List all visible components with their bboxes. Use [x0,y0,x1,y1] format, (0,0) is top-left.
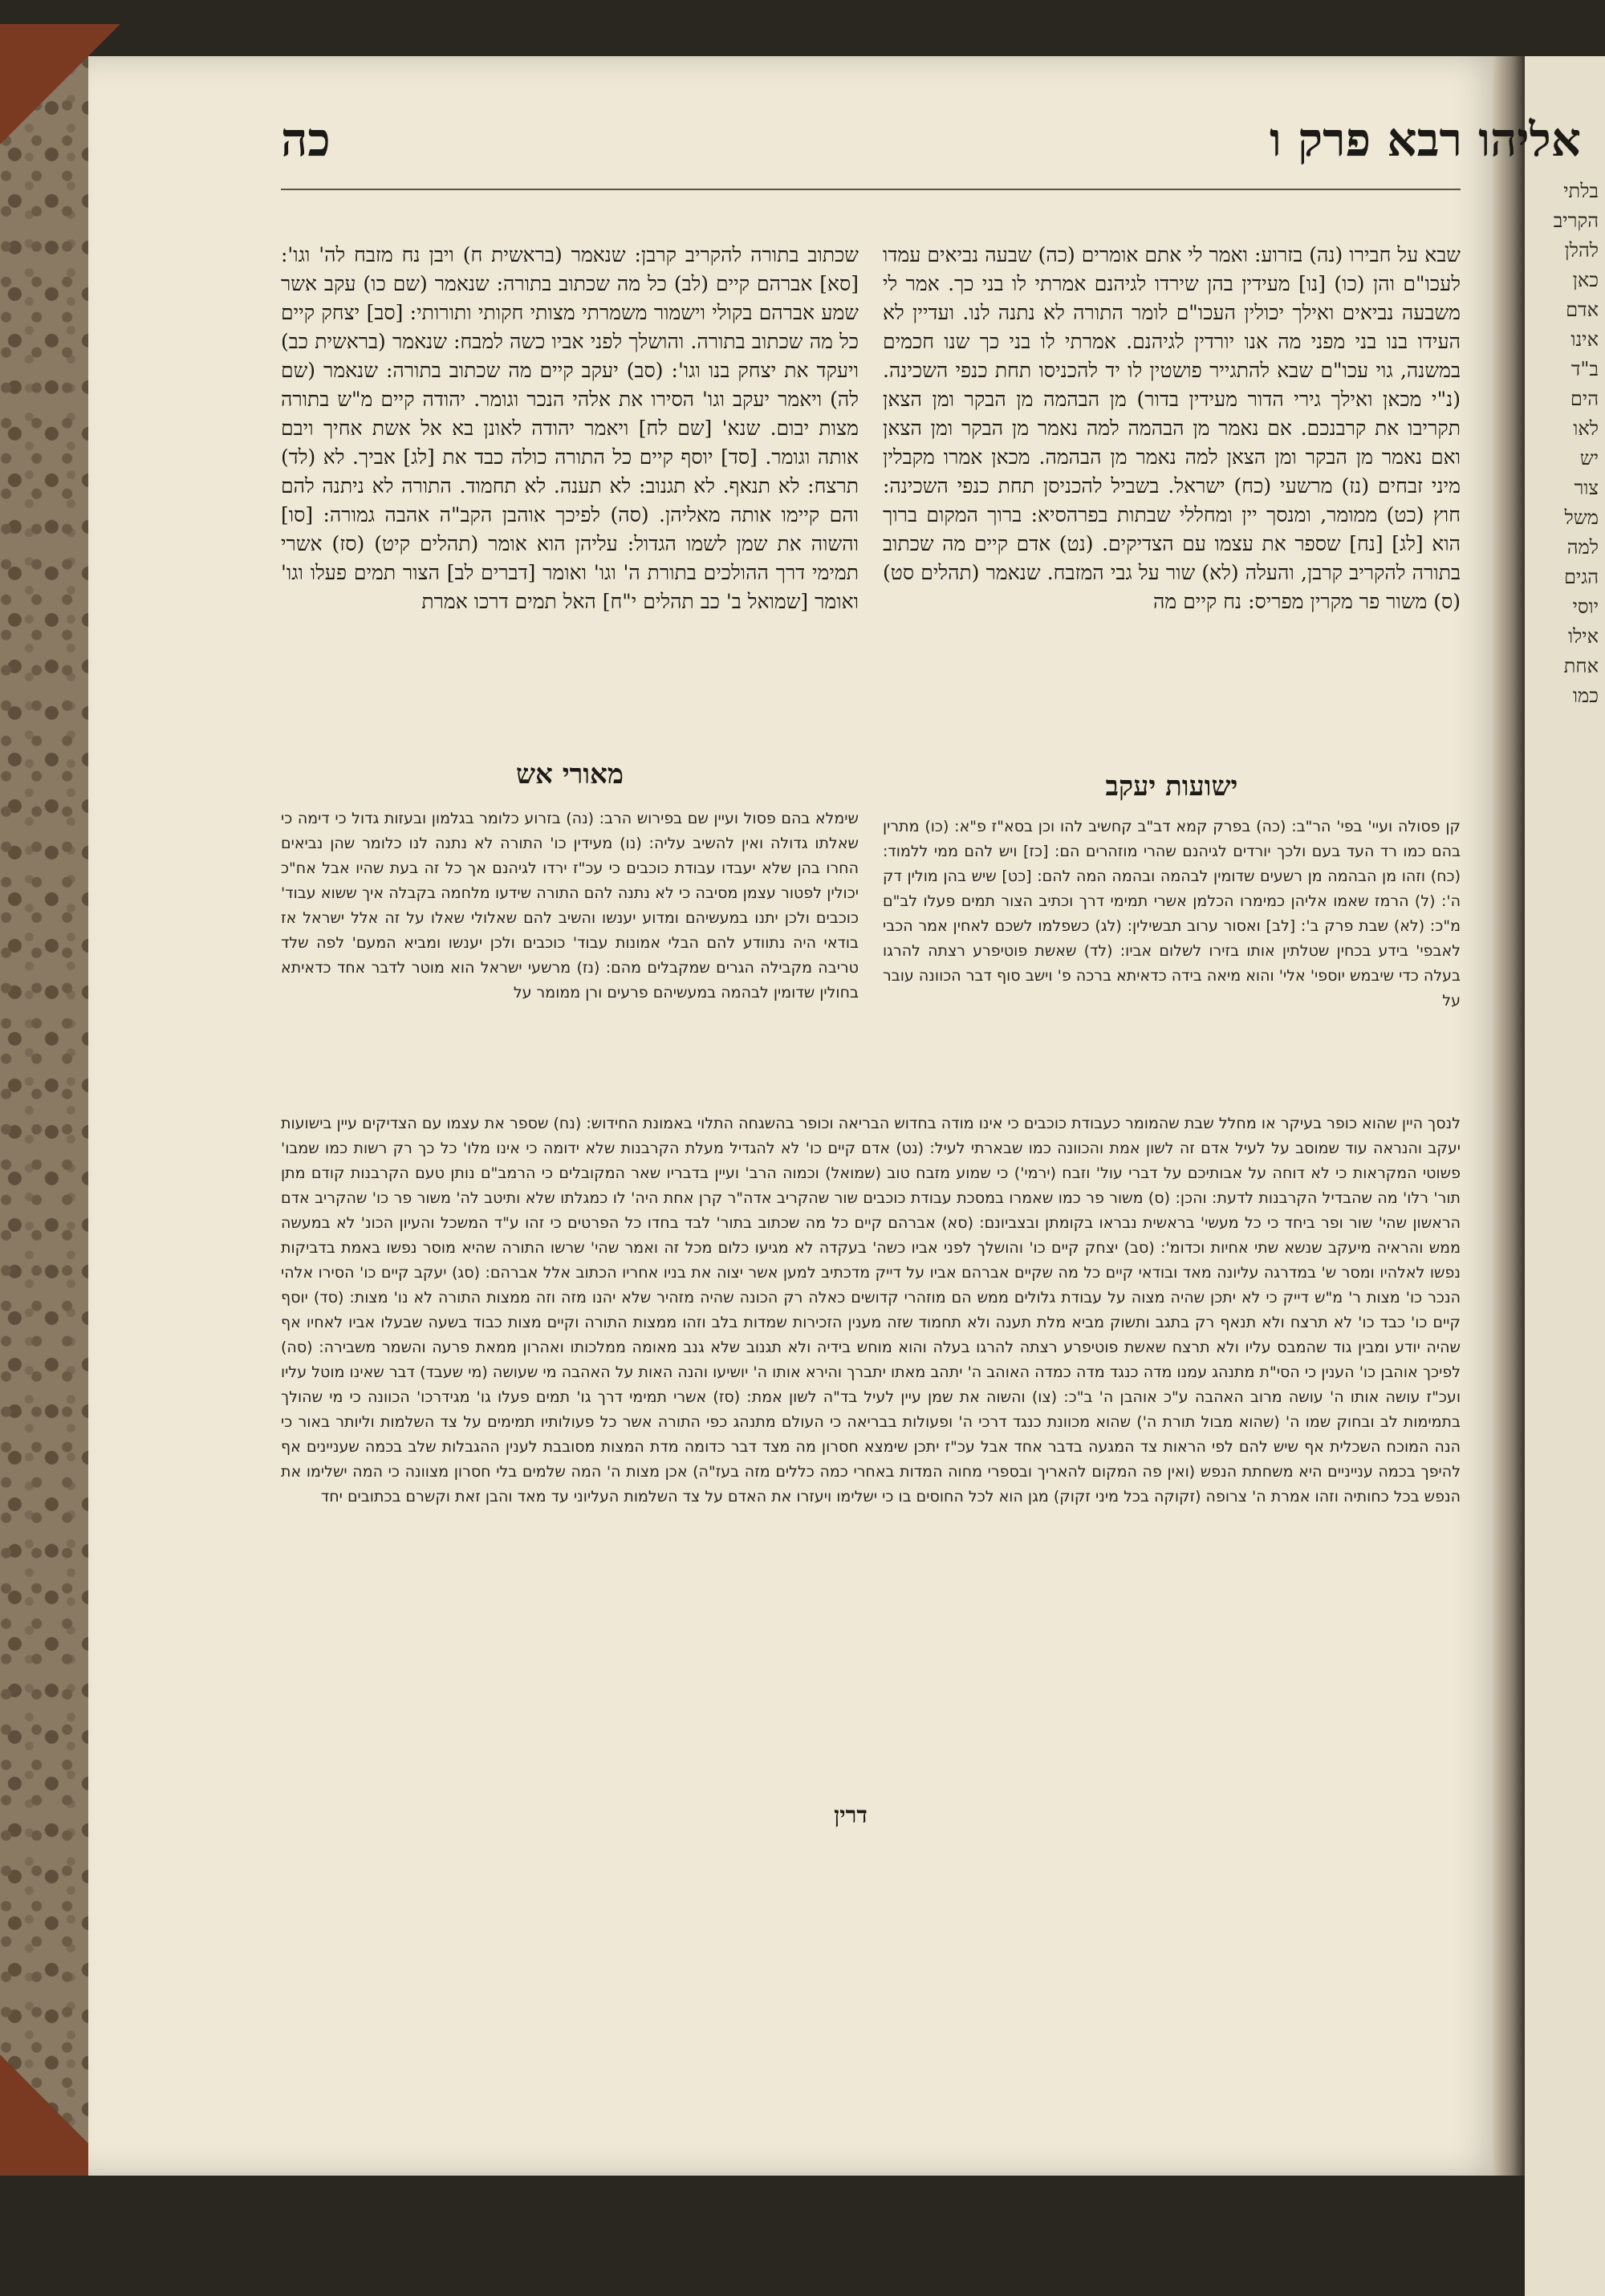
adjacent-page-word: צור [1574,477,1599,499]
adjacent-page-word: יש [1579,447,1599,469]
adjacent-page-word: הקריב [1553,209,1599,232]
commentary-paragraph: שימלא בהם פסול ועיין שם בפירוש הרב: (נה) בזרוע כלומר בגלמון ובעזות גדול כי דימה כי שאלתו גדולה ואין להשיב עליה: (נו) מעידין כו' התורה לא נתנה לנו כלומר שהן נביאים החרו בהן שלא יעבדו עבודת כוכבים כי עכ"ז ירדו לגיהנם אך כל זה בעת שהיו אבל אח"כ יכולין לפטור עצמן מסיבה כי לא נתנה להם התורה שידעו מלחמה בקבלה איך ששוא עבוד' כוכבים ולכן יתנו במעשיהם ומדוע יענשו והשיב להם שאלולי שאלו על זה אלל ישראל אז בודאי היה נתוודע להם הבלי אמונות עבוד' כוכבים ולכן יענשו ומביא המעם' לפה שלד טריבה מקבילה הגרים שמקבלים מהם: (נז) מרשעי ישראל הוא מוטר לדבר אחד כדאיתא בחולין שדומין לבהמה במעשיהם פרעים ורן ממומר על [281,810,859,1002]
adjacent-page-word: אילו [1567,625,1599,648]
main-text-right-column [883,241,1461,616]
main-text-left-column [281,241,859,616]
adjacent-page-word: אדם [1566,299,1599,321]
commentary-right [883,815,1461,1014]
adjacent-page-fragment [1525,56,1605,2296]
adjacent-page-word: אינו [1570,328,1599,351]
page-title: אליהו רבא פרק ו [1270,112,1581,167]
book-gutter [1493,56,1525,2176]
adjacent-page-word: כאן [1572,269,1599,291]
adjacent-page-word: הים [1570,388,1599,410]
main-text-paragraph: שכתוב בתורה להקריב קרבן: שנאמר (בראשית ח) ויבן נח מזבח לה' וגו': [סא] אברהם קיים (לב) כל מה שכתוב בתורה: שנאמר (שם כו) עקב אשר שמע אברהם בקולי וישמור משמרתי מצותי חקותי ותורותי: [סב] יצחק קיים כל מה שכתוב בתורה. והושלך לפני אביו כשה למבח: שנאמר (בראשית כב) ויעקד את יצחק בנו וגו': (סב) יעקב קיים מה שכתוב בתורה: שנאמר (שם לה) ויאמר יעקב וגו' הסירו את אלהי הנכר וגומר. יהודה קיים מ"ש בתורה מצות יבום. שנא' [שם לח] ויאמר יהודה לאונן בא אל אשת אחיך ויבם אותה וגומר. [סד] יוסף קיים כל התורה כולה כבד את [לג] אביך. לא (לד) תרצח: לא תנאף. לא תגנוב: לא תענה. לא תחמוד. התורה לא ניתנה להם והם קיימו אותה מאליהן. (סה) לפיכך אוהבן הקב"ה אהבה גמורה: [סו] והשוה את שמן לשמו הגדול: עליהן הוא אומר (תהלים קיט) (סז) אשרי תמימי דרך ההולכים בתורת ה' וגו' ואומר [דברים לב] הצור תמים פעלו וגו' ואומר [שמואל ב' כב תהלים י"ח] האל תמים דרכו אמרת [281,243,859,613]
adjacent-page-word: להלן [1564,239,1599,262]
commentary-title-right: ישועות יעקב [1105,770,1238,803]
commentary-left [281,807,859,1006]
adjacent-page-word: בלתי [1563,180,1599,202]
adjacent-page-word: הגים [1564,566,1599,588]
adjacent-page-word: למה [1566,536,1599,559]
running-head [233,112,1581,185]
book-cover-left-edge [0,24,88,2176]
commentary-full-width [281,1111,1461,1510]
main-text-paragraph: שבא על חבירו (נה) בזרוע: ואמר לי אתם אומרים (כה) שבעה נביאים עמדו לעכו"ם והן (כו) [נו] מעידין בהן שירדו לגיהנם אמרתי לו בני כך. אמר לי משבעה נביאים ואילך יכולין העכו"ם לומר התורה לא נתנה לנו. ועדיין לא העידו בנו בני מפני מה אנו יורדין לגיהנם. אמרתי לו בני כך שנו חכמים במשנה, גוי עכו"ם שבא להתגייר פושטין לו יד להכניסו תחת כנפי השכינה. (נ"י מכאן ואילך גירי הדור מעידין בדור) מן הבהמה מן הבקר ומן הצאן תקריבו את קרבנכם. אם נאמר מן הבהמה למה נאמר מן הבקר ומן הצאן ואם נאמר מן הבקר ומן הצאן למה נאמר מן הבהמה. מכאן אמרו מקבלין מיני זבחים (נז) מרשעי (כח) ישראל. בשביל להכניסן תחת כנפי השכינה: חוץ (כט) ממומר, ומנסך יין ומחללי שבתות בפרהסיא: ברוך המקום ברוך הוא [לג] [נח] שספר את עצמו עם הצדיקים. (נט) אדם קיים מה שכתוב בתורה להקריב קרבן, והעלה (לא) שור על גבי המזבח. שנאמר (תהלים סט) (ס) משור פר מקרין מפריס: נח קיים מה [883,243,1461,613]
page-number: כה [281,112,331,167]
adjacent-page-word: משל [1564,506,1599,529]
commentary-paragraph: קן פסולה ועיי' בפי' הר"ב: (כה) בפרק קמא דב"ב קחשיב להו וכן בסא"ז פ"א: (כו) מתרין בהם כמו רד העד בעם ולכך יורדים לגיהנם שהרי מוזהרים הם: [כז] ויש להם ממי ללמוד: (כח) וזהו מן הבהמה מן רשעים שדומין לבהמה ובהמה המה להם: [כט] שיש בהן מולין דק ה': (ל) הרמז שאמו אליהן כמימרו הכלמן אשרי תמימי דרך וכתיב הצור תמים פעלו לב"ם מ"כ: (לא) שבת פרק ב': [לב] ואסור ערוב תבשילין: (לג) כשפלמו לשכם לאחין אמר הכבי לאבפי' בידע בכחין שטלתין אותו בזירו לשלום אביו: (לד) שאשת פוטיפרע רצתה להרגו בעלה כדי שיבמש יוספי' אלי' והוא מיאה בידה כדאיתא ברכה פ' וישב סוף דבר הכוונה עובר על [883,818,1461,1010]
commentary-title-left: מאורי אש [515,758,624,790]
adjacent-page-word: כמו [1572,685,1599,707]
adjacent-page-word: יוסי [1572,595,1599,618]
adjacent-page-word: אחת [1563,655,1599,677]
commentary-paragraph: לנסך היין שהוא כופר בעיקר או מחלל שבת שהמומר כעבודת כוכבים כי אינו מודה בחדוש הבריאה וכופר בהשגחה התלוי באמונת החידוש: (נח) שספר את עצמו עם הצדיקים עיין בישועות יעקב והנראה עוד שמוסב על לעיל אדם זה לשון אמת והכוונה כמו שבארתי לעיל: (נט) אדם קיים כו' לא להגדיל מעלת הקרבנות שלא ידומה כי אינו מלו' כל כך רק רשות כמו שמבו' פשוטי המקראות כי לא דוחה על אבותיכם על דברי עול' וזבח (ירמי') כי שמוע מזבח טוב (שמואל) וכמוה הרב' ועיין בדבריו שאר המקובלים כי הרמב"ם נותן טעם הקרבנות קודם מתן תור' רלו' מה שהבדיל הקרבנות לדעת: והכן: (ס) משור פר כמו שאמרו במסכת עבודת כוכבים שור שהקריב אדה"ר קרן אחת היה' לו כמגלתו שלא ותיטב לה' משור פר כו' שהקריב אדם הראשון שהי' שור ופר ביחד כי כל מעשי' בראשית נבראו בקומתן ובצביונם: (סא) אברהם קיים כל מה שכתוב בתור' לבד בחדו כל הפרטים כי זהו ע"ד המשכל והעיון הכונ' לא במעשה ממש והראיה מיעקב שנשא שתי אחיות וכדומ': (סב) יצחק קיים כו' והושלך לפני אביו כשה' בעקדה לא מגיעו כלום מכל זה ואמר שהי' שרשו התורה שהיא מוסר נפשו באמת בדביקות נפשו לאלהיו ומסר ש' במדרגה עליונה מאד ובודאי קיים כל מה שקיים אברהם אביו על דייק מדכתיב למען אשר יצוה את בניו אחריו הכתוב אלל אברהם: (סג) יעקב קיים כו' הסירו אלהי הנכר כו' מצות ר' מ"ש דייק כי לא יתכן שהיה מצוה על עבודת גלולים ממש הם מוזהרי קדושים כאלה רק הכונה שהיה מזהיר שלא יהנו מזה וזה ממצות התורה לא נו' מצות: (סד) יוסף קיים כו' כבד כו' לא תרצח ולא תנאף רק בתגב ותשוק מביא מלת תענה ולא תחמוד שזה מענין הזכירות שמדות בלב וזהו ממצות התורה וקיים מצות כבוד בשעה שבעלו אביו לאחיו אף שהיה יודע ומבין גוד שהמבס עליו ולא תרצח שאשת פוטיפרע רצתה להרגו בעלה והוא מוחש בידיה ולא תגנוב שלא גנב מאומה ממלכותו ואהרון ממאת פרעה והשמר משבירה: (סה) לפיכך אוהבן כו' הענין כי הסי"ת מתנהג עמנו מדה כנגד מדה כמדה האוהב ה' יתהב מאתו יתברך והירא אותו ה' יושיעו והנה האות על האהבה מי שעושה (מי שעבד) דבר שאינו מוטל עליו ועכ"ז עושה אותו ה' עושה מרוב האהבה ע"כ אוהבן ה' ב"כ: (צו) והשוה את שמן עיין לעיל בד"ה לשון אמת: (סז) אשרי תמימי דרך גו' תמים פעלו גו' מגידרכו' הכוונה כי מי שהולך בתמימות לב ובחוק שמו ה' (שהוא מבול תורת ה') שהוא מכוונת כנגד דרכי ה' ופעולות בבריאה כי העולם מתנהג כפי התורה אשר כל פעולותיו תמימים על צד השלמות וליותר באור כי הנה המוכח השכלית אף שיש להם לפי הראות צד המגעה בדבר אחד אבל עכ"ז יתכן שימצא חסרון מה מצד דבר כדומה מדת המצות מסובבת לענין ההגבלות שלב בכמה שעניינים אף להיפך בכמה ענייניים היא משחתת הנפש (ואין פה המקום להאריך ובספרי מחוה המדות באחרי כמה כללים מזה בעז"ה) אכן מצות ה' המה שלמים בלי חסרון מצוונה כי המה ישלימו את הנפש בכל כחותיה וזהו אמרת ה' צרופה (זקוקה בכל מיני זקוק) מגן הוא לכל החוסים בו כי ישלימו ויעזרו את האדם על צד השלמות העליוני עד מאד והבן זאת וקשרם בכתובים יחד [281,1115,1461,1506]
adjacent-page-word: ב"ד [1570,358,1599,380]
page-signature: דרין [834,1802,868,1828]
adjacent-page-word: לאו [1573,417,1599,440]
header-rule [281,189,1461,190]
